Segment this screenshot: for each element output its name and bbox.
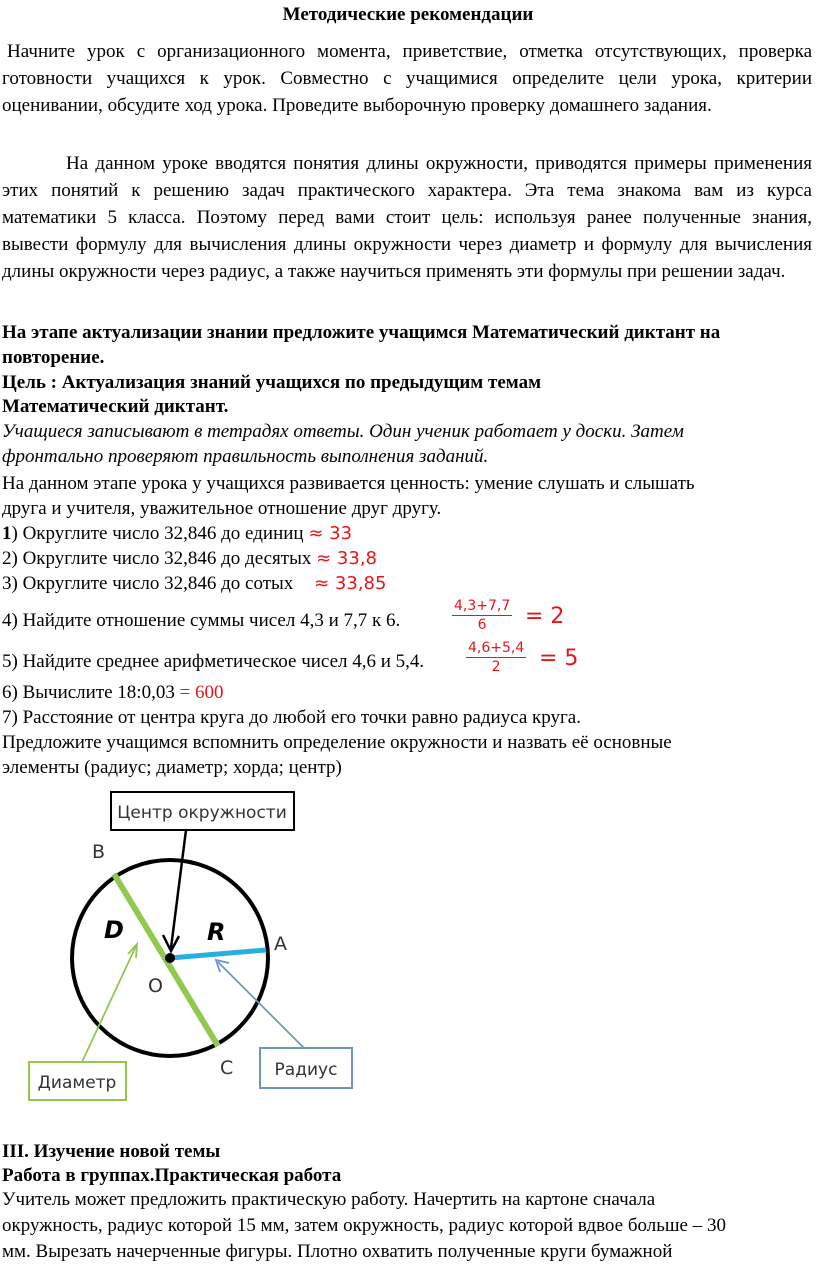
task-4-denominator: 6	[477, 617, 487, 633]
task-3-text: 3) Округлите число 32,846 до сотых	[2, 573, 294, 594]
recall-line2: элементы (радиус; диаметр; хорда; центр)	[2, 757, 342, 778]
diameter-d-label: D	[104, 916, 124, 944]
task-1-answer: ≈ 33	[308, 523, 353, 544]
radius-r-label: R	[207, 918, 226, 946]
task-1-number: 1	[2, 523, 12, 544]
point-c-label: C	[220, 1057, 234, 1079]
intro-paragraph: Начните урок с организационного момента, приветствие, отметка отсутствующих, проверка готовности учащихся к урок. Совместно с учащимися определите цели урока, критерии оценивании, обсудите ход урока. Проведите выборочную проверку домашнего задания.	[2, 41, 812, 116]
task-3	[2, 573, 386, 595]
stage-heading-line2: повторение.	[2, 347, 105, 368]
task-5-fraction	[466, 639, 526, 676]
lesson-paragraph: На данном уроке вводятся понятия длины окружности, приводятся примеры применения этих понятий к решению задач практического характера. Эта тема знакома вам из курса математики 5 класса. Поэтому перед вами стоит цель: используя ранее полученные знания, вывести формулу для вычисления длины окружности через диаметр и формулу для вычисления длины окружности через радиус, а также научиться применять эти формулы при решении задач.	[2, 153, 812, 282]
task-6	[2, 682, 224, 704]
task-3-answer: ≈ 33,85	[314, 573, 387, 594]
center-label: Центр окружности	[117, 803, 287, 823]
practical-line3: мм. Вырезать начерченные фигуры. Плотно охватить полученные круги бумажной	[2, 1241, 673, 1262]
task-4-fraction	[452, 597, 512, 634]
practical-line1: Учитель может предложить практическую работу. Начертить на картоне сначала	[2, 1189, 656, 1210]
task-7: 7) Расстояние от центра круга до любой его точки равно радиуса круга.	[2, 707, 581, 728]
circle-diagram	[0, 770, 816, 1120]
task-5-numerator: 4,6+5,4	[468, 640, 525, 656]
radius-line	[170, 950, 266, 958]
task-2-answer: ≈ 33,8	[316, 548, 378, 569]
task-4-result: = 2	[525, 604, 565, 629]
point-a-label: A	[274, 933, 287, 955]
task-6-text: 6) Вычислите 18:0,03	[2, 682, 175, 703]
point-o-label: O	[148, 975, 163, 997]
task-5-text: 5) Найдите среднее арифметическое чисел 4,6 и 5,4.	[2, 651, 425, 672]
task-2	[2, 548, 377, 570]
goal-heading: Цель : Актуализация знаний учащихся по предыдущим темам	[2, 372, 542, 393]
dictation-heading: Математический диктант.	[2, 396, 229, 417]
section-3-heading: III. Изучение новой темы	[2, 1141, 221, 1162]
task-4-numerator: 4,3+7,7	[454, 598, 511, 614]
page-title: Методические рекомендации	[282, 4, 534, 25]
task-1-text: ) Округлите число 32,846 до единиц	[11, 523, 304, 544]
italic-note-line2: фронтально проверяют правильность выполнения заданий.	[2, 446, 489, 467]
diameter-label: Диаметр	[37, 1073, 117, 1093]
task-5-result: = 5	[539, 646, 579, 671]
center-arrow-line	[171, 830, 186, 948]
diameter-arrow-head	[128, 944, 137, 958]
task-4-text: 4) Найдите отношение суммы чисел 4,3 и 7,7 к 6.	[2, 610, 401, 631]
recall-line1: Предложите учащимся вспомнить определение окружности и назвать её основные	[2, 732, 672, 753]
values-line1: На данном этапе урока у учащихся развивается ценность: умение слушать и слышать	[2, 473, 695, 494]
task-6-answer: = 600	[179, 682, 224, 703]
group-work-heading: Работа в группах.Практическая работа	[2, 1165, 342, 1186]
point-b-label: B	[92, 841, 106, 863]
stage-heading-line1: На этапе актуализации знании предложите учащимся Математический диктант на	[2, 322, 721, 343]
practical-line2: окружность, радиус которой 15 мм, затем окружность, радиус которой вдвое больше – 30	[2, 1215, 726, 1236]
radius-label: Радиус	[274, 1060, 338, 1080]
task-5-denominator: 2	[491, 659, 501, 675]
values-line2: друга и учителя, уважительное отношение друг другу.	[2, 498, 442, 519]
center-point	[165, 953, 175, 963]
task-2-text: 2) Округлите число 32,846 до десятых	[2, 548, 312, 569]
task-1	[2, 523, 352, 545]
italic-note-line1: Учащиеся записывают в тетрадях ответы. Один ученик работает у доски. Затем	[2, 421, 684, 442]
